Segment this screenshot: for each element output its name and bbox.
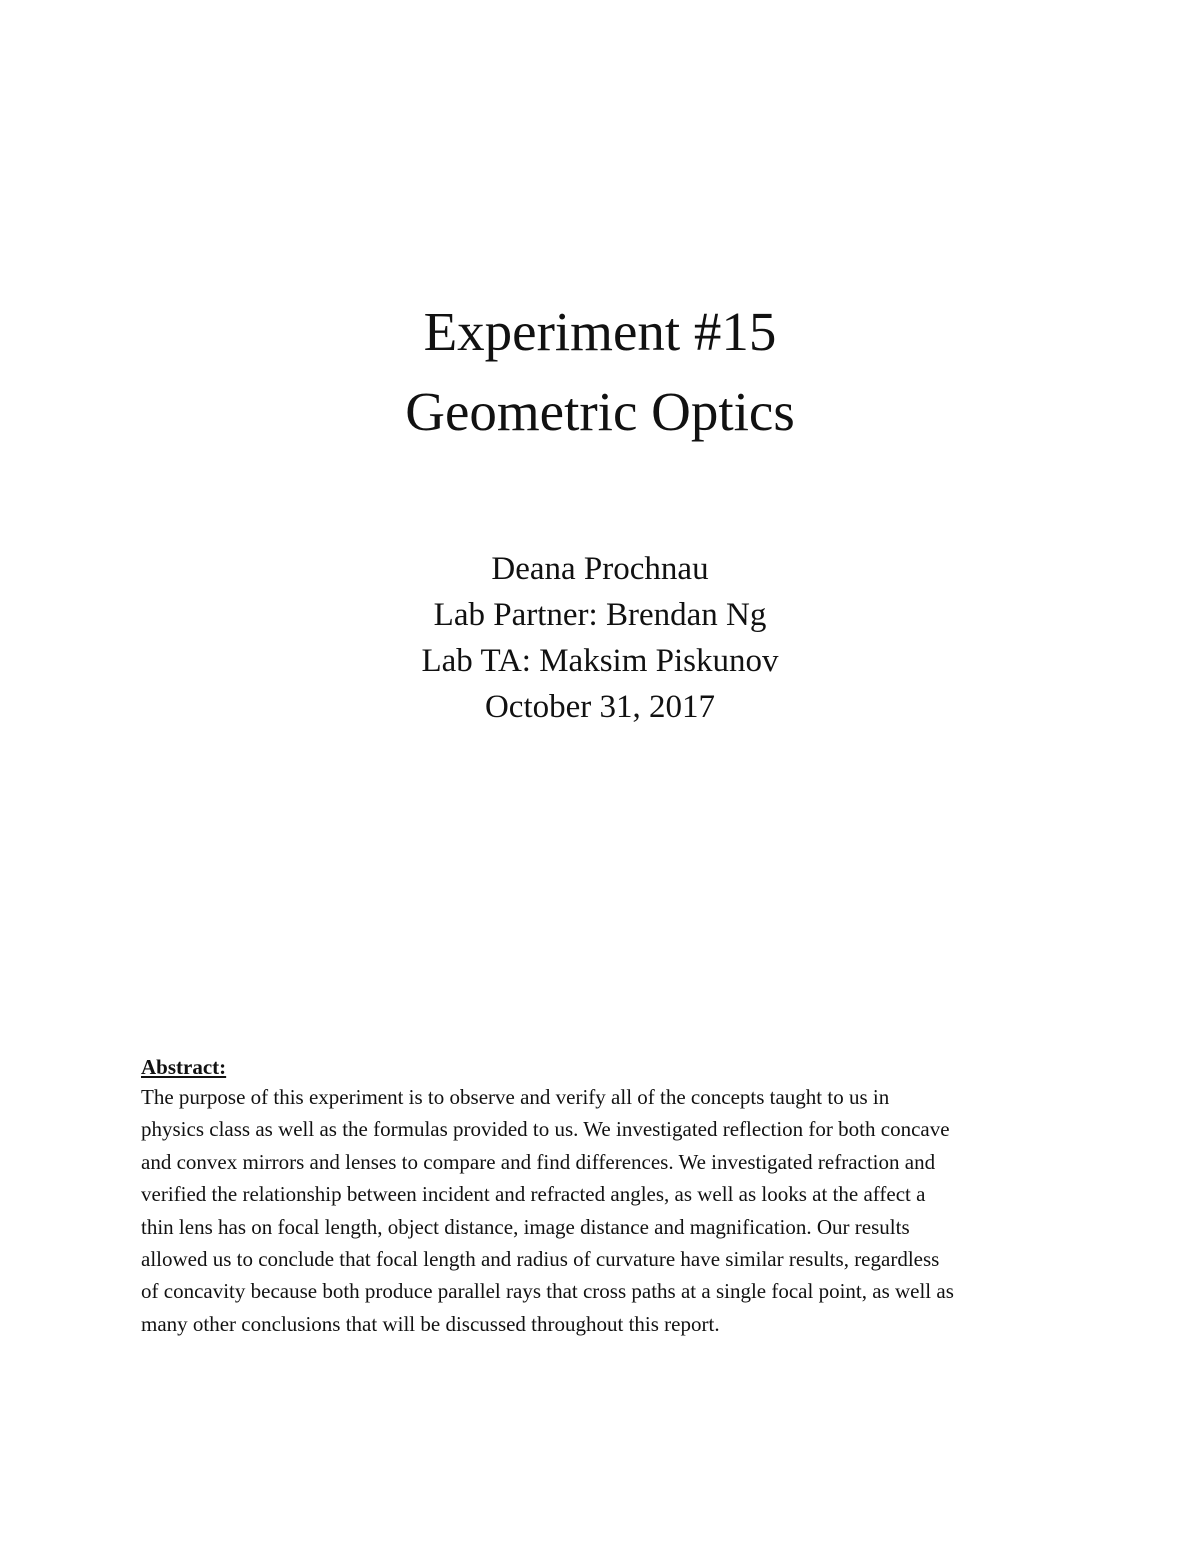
abstract-line: allowed us to conclude that focal length and radius of curvature have similar results, regardless (141, 1247, 940, 1272)
abstract-line: and convex mirrors and lenses to compare and find differences. We investigated refraction and (141, 1149, 936, 1174)
lab-ta: Lab TA: Maksim Piskunov (421, 643, 779, 679)
title-block (0, 292, 1200, 452)
abstract-line: of concavity because both produce parallel rays that cross paths at a single focal point, as well as (141, 1279, 954, 1304)
author-name: Deana Prochnau (491, 551, 709, 587)
abstract-section (141, 1053, 1061, 1340)
experiment-number-title: Experiment #15 (423, 301, 777, 362)
abstract-line: many other conclusions that will be discussed throughout this report. (141, 1311, 720, 1336)
abstract-line: verified the relationship between incident and refracted angles, as well as looks at the affect a (141, 1182, 926, 1207)
lab-partner: Lab Partner: Brendan Ng (433, 597, 767, 633)
abstract-line: thin lens has on focal length, object distance, image distance and magnification. Our results (141, 1214, 910, 1239)
report-date: October 31, 2017 (484, 689, 716, 725)
author-block (0, 546, 1200, 730)
experiment-name-title: Geometric Optics (405, 381, 795, 442)
abstract-heading: Abstract: (141, 1055, 227, 1079)
abstract-line: The purpose of this experiment is to observe and verify all of the concepts taught to us in (141, 1085, 890, 1109)
abstract-line: physics class as well as the formulas provided to us. We investigated reflection for both concave (141, 1117, 950, 1142)
